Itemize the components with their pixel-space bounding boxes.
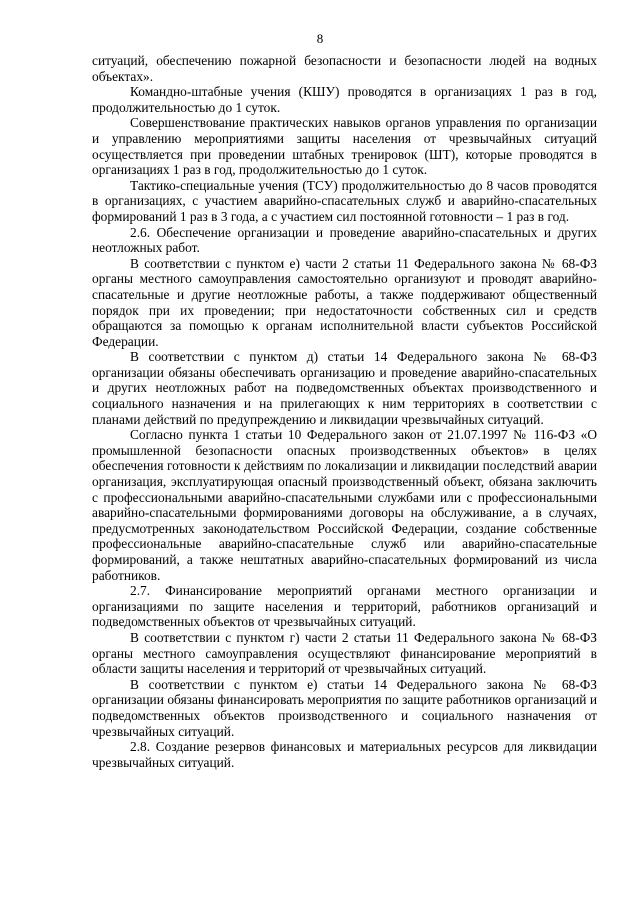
paragraph-tsu: Тактико-специальные учения (ТСУ) продолжительностью до 8 часов проводятся в организациях, с участием аварийно-спасательных служб и аварийно-спасательных формирований 1 раз в 3 года, а с участием сил постоянной готовности – 1 раз в год. xyxy=(92,177,597,224)
document-body xyxy=(92,53,597,770)
paragraph-article-14-e: В соответствии с пунктом е) статьи 14 Федерального закона № 68-ФЗ организации обязаны финансировать мероприятия по защите работников организаций и подведомственных объектов производственного и социального назначения от чрезвычайных ситуаций. xyxy=(92,676,597,739)
paragraph-article-14-d: В соответствии с пунктом д) статьи 14 Федерального закона № 68-ФЗ организации обязаны обеспечивать организацию и проведение аварийно-спасательных и других неотложных работ на подведомственных объектах производственного и социального назначения и на прилегающих к ним территориях в соответствии с планами действий по предупреждению и ликвидации чрезвычайных ситуаций. xyxy=(92,349,597,427)
section-heading-2-8: 2.8. Создание резервов финансовых и материальных ресурсов для ликвидации чрезвычайных ситуаций. xyxy=(92,739,597,770)
paragraph-kshu: Командно-штабные учения (КШУ) проводятся в организациях 1 раз в год, продолжительностью до 1 суток. xyxy=(92,84,597,115)
paragraph-continuation: ситуаций, обеспечению пожарной безопасности и безопасности людей на водных объектах». xyxy=(92,53,597,84)
paragraph-article-11-g: В соответствии с пунктом г) части 2 статьи 11 Федерального закона № 68-ФЗ органы местного самоуправления осуществляют финансирование мероприятий в области защиты населения и территорий от чрезвычайных ситуаций. xyxy=(92,629,597,677)
page-number: 8 xyxy=(316,31,324,46)
paragraph-staff-training: Совершенствование практических навыков органов управления по организации и управлению мероприятиями защиты населения от чрезвычайных ситуаций осуществляется при проведении штабных тренировок (ШТ), которые проводятся в организациях 1 раз в год, продолжительностью до 1 суток. xyxy=(92,115,597,178)
paragraph-116-fz: Согласно пункта 1 статьи 10 Федерального закон от 21.07.1997 № 116-ФЗ «О промышленной безопасности опасных производственных объектов» в целях обеспечения готовности к действиям по локализации и ликвидации последствий аварии организация, эксплуатирующая опасный производственный объект, обязана заключить с профессиональными аварийно-спасательными службами или с профессиональными аварийно-спасательными формированиями договоры на обслуживание, а в случаях, предусмотренных законодательством Российской Федерации, создание собственные профессиональные аварийно-спасательные служб или аварийно-спасательные формирований, а также нештатных аварийно-спасательных формирований из числа работников. xyxy=(92,427,597,583)
section-heading-2-6: 2.6. Обеспечение организации и проведение аварийно-спасательных и других неотложных работ. xyxy=(92,224,597,256)
paragraph-article-11-e: В соответствии с пунктом е) части 2 статьи 11 Федерального закона № 68-ФЗ органы местного самоуправления самостоятельно организуют и проводят аварийно-спасательные и другие неотложные работы, а также поддерживают общественный порядок при их проведении; при недостаточности собственных сил и средств обращаются за помощью к органам исполнительной власти субъектов Российской Федерации. xyxy=(92,255,597,349)
section-heading-2-7: 2.7. Финансирование мероприятий органами местного организации и организациями по защите населения и территорий, работников организаций и подведомственных объектов от чрезвычайных ситуаций. xyxy=(92,583,597,630)
